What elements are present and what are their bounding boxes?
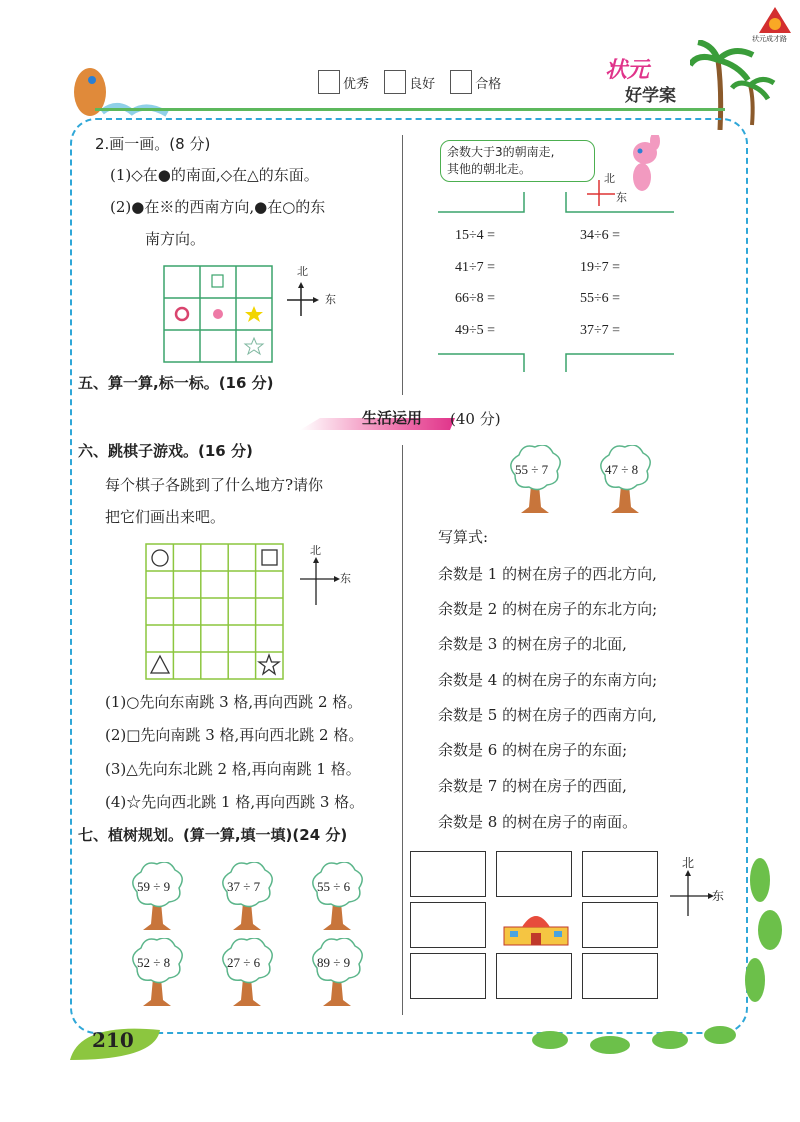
grade-boxes [318, 70, 511, 94]
rule-line: 余数是 4 的树在房子的东南方向; [438, 671, 658, 689]
q2-grid[interactable] [163, 265, 275, 369]
tree-expression: 52 ÷ 8 [137, 955, 171, 970]
equation: 49÷5 = [455, 323, 496, 338]
section-banner-label: 生活运用 [362, 409, 423, 427]
equation: 41÷7 = [455, 260, 496, 275]
hint-line: 其他的朝北走。 [447, 162, 532, 176]
q6-item: (1)○先向东南跳 3 格,再向西跳 2 格。 [105, 693, 363, 711]
compass-north-label: 北 [310, 544, 321, 557]
tree-icon [305, 938, 369, 1008]
q2-item-1: (1)◇在●的南面,◇在△的东面。 [110, 166, 319, 184]
equation: 34÷6 = [580, 228, 621, 243]
compass-east-label: 东 [325, 293, 336, 306]
tree-icon [125, 938, 189, 1008]
column-divider [402, 135, 403, 395]
q5-title: 五、算一算,标一标。(16 分) [78, 374, 274, 392]
tree-icon [215, 938, 279, 1008]
compass-east-label: 东 [340, 572, 351, 585]
tree-icon [125, 862, 189, 932]
compass-north-label: 北 [604, 172, 615, 185]
equation: 19÷7 = [580, 260, 621, 275]
brand-subtitle: 好学案 [625, 86, 676, 106]
grade-label: 合格 [475, 76, 502, 92]
q6-board-grid[interactable] [145, 543, 285, 685]
hint-speech-bubble [440, 140, 595, 182]
q2-title: 2.画一画。(8 分) [95, 135, 211, 153]
q2-item-2-cont: 南方向。 [145, 230, 206, 248]
tree-expression: 55 ÷ 7 [515, 462, 549, 477]
tree-icon [593, 445, 657, 515]
brand-title: 状元 [605, 58, 650, 83]
tree-expression: 27 ÷ 6 [227, 955, 261, 970]
leaves-decoration-icon [520, 840, 800, 1074]
tree-expression: 59 ÷ 9 [137, 879, 171, 894]
q2-item-2: (2)●在※的西南方向,●在○的东 [110, 198, 326, 216]
compass-north-label: 北 [682, 856, 695, 870]
tree-expression: 37 ÷ 7 [227, 879, 261, 894]
rule-line: 余数是 8 的树在房子的南面。 [438, 813, 638, 831]
rule-line: 余数是 5 的树在房子的西南方向, [438, 706, 657, 724]
rule-line: 余数是 1 的树在房子的西北方向, [438, 565, 657, 583]
hint-line: 余数大于3的朝南走, [447, 145, 555, 159]
grade-checkbox-excellent[interactable] [318, 70, 340, 94]
q6-prompt: 把它们画出来吧。 [105, 508, 226, 526]
compass-east-label: 东 [616, 191, 627, 204]
q6-title: 六、跳棋子游戏。(16 分) [78, 442, 253, 460]
answer-box-northwest[interactable] [410, 851, 486, 897]
rule-line: 余数是 3 的树在房子的北面, [438, 635, 627, 653]
tree-expression: 47 ÷ 8 [605, 462, 639, 477]
compass-north-label: 北 [297, 265, 308, 278]
fish-mascot-icon [62, 62, 172, 126]
equation: 66÷8 = [455, 291, 496, 306]
equation: 37÷7 = [580, 323, 621, 338]
north-bin-bottom [438, 352, 678, 378]
compass-icon [298, 555, 340, 611]
tree-icon [305, 862, 369, 932]
tree-icon [215, 862, 279, 932]
equation: 15÷4 = [455, 228, 496, 243]
rule-line: 余数是 7 的树在房子的西面, [438, 777, 627, 795]
q6-prompt: 每个棋子各跳到了什么地方?请你 [105, 476, 324, 494]
compass-icon [285, 280, 321, 324]
answer-box-southwest[interactable] [410, 953, 486, 999]
column-divider [402, 445, 403, 1015]
grade-checkbox-pass[interactable] [450, 70, 472, 94]
tree-expression: 55 ÷ 6 [317, 879, 351, 894]
tree-icon [503, 445, 567, 515]
page-number: 210 [92, 1028, 134, 1052]
corner-logo-text: 状元成才路 [752, 35, 787, 43]
rule-line: 余数是 6 的树在房子的东面; [438, 741, 628, 759]
equation: 55÷6 = [580, 291, 621, 306]
grade-label: 良好 [409, 76, 436, 92]
q6-item: (2)□先向南跳 3 格,再向西北跳 2 格。 [105, 726, 364, 744]
compass-east-label: 东 [712, 889, 725, 903]
q6-item: (4)☆先向西北跳 1 格,再向西跳 3 格。 [105, 793, 365, 811]
write-equation-label: 写算式: [438, 528, 489, 546]
answer-box-west[interactable] [410, 902, 486, 948]
grade-label: 优秀 [343, 76, 370, 92]
south-bin-top [438, 190, 678, 218]
tree-expression: 89 ÷ 9 [317, 955, 351, 970]
section-banner-score: (40 分) [450, 410, 501, 428]
q7-title: 七、植树规划。(算一算,填一填)(24 分) [78, 826, 348, 844]
q6-item: (3)△先向东北跳 2 格,再向南跳 1 格。 [105, 760, 361, 778]
rule-line: 余数是 2 的树在房子的东北方向; [438, 600, 658, 618]
header-rule [95, 108, 725, 111]
grade-checkbox-good[interactable] [384, 70, 406, 94]
